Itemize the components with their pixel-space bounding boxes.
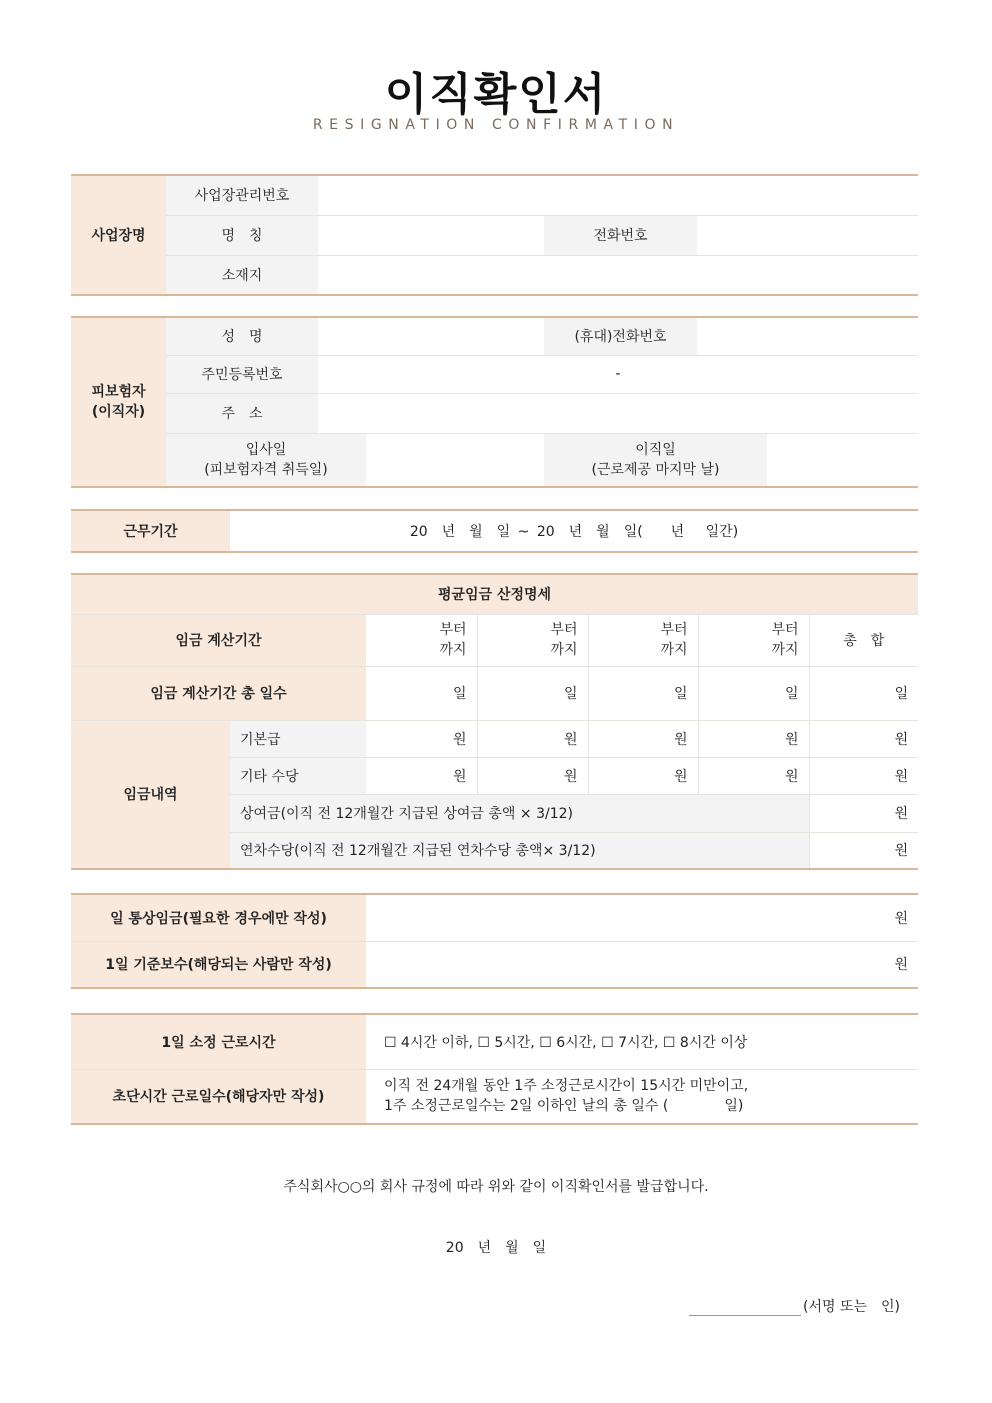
- rrn-label: 주민등록번호: [166, 355, 318, 393]
- hours-table: [71, 1013, 918, 1125]
- days-total-cell[interactable]: 일: [809, 666, 918, 720]
- work-period-field[interactable]: 20 년 월 일 ~ 20 년 월 일( 년 일간): [230, 510, 918, 552]
- other-allowance-cell[interactable]: 원: [588, 757, 698, 794]
- signature-label: (서명 또는 인): [803, 1299, 900, 1315]
- insured-table: [71, 316, 918, 488]
- base-pay-total-cell[interactable]: 원: [809, 720, 918, 757]
- leave-allowance-total-cell[interactable]: 원: [809, 832, 918, 869]
- issue-date: 20 년 월 일: [445, 1240, 547, 1256]
- avg-wage-table: [71, 573, 918, 870]
- period-total-label: 총 합: [809, 614, 918, 666]
- insured-address-field[interactable]: [318, 393, 918, 433]
- days-cell[interactable]: 일: [698, 666, 809, 720]
- rrn-field[interactable]: -: [318, 355, 918, 393]
- days-cell[interactable]: 일: [366, 666, 477, 720]
- bonus-total-cell[interactable]: 원: [809, 794, 918, 832]
- other-allowance-cell[interactable]: 원: [698, 757, 809, 794]
- work-period-table: [71, 509, 918, 553]
- daily-wage-table: [71, 893, 918, 989]
- base-pay-cell[interactable]: 원: [698, 720, 809, 757]
- other-allowance-cell[interactable]: 원: [477, 757, 588, 794]
- wage-details-label: 임금내역: [71, 720, 230, 869]
- workplace-name-field[interactable]: [318, 215, 544, 255]
- short-time-field[interactable]: 이직 전 24개월 동안 1주 소정근로시간이 15시간 미만이고, 1주 소정근로일수는 2일 이하인 날의 총 일수 ( 일): [366, 1069, 918, 1124]
- short-time-label: 초단시간 근로일수(해당자만 작성): [71, 1069, 366, 1124]
- base-pay-cell[interactable]: 원: [477, 720, 588, 757]
- period-cell[interactable]: 부터 까지: [588, 614, 698, 666]
- leave-date-field[interactable]: [767, 433, 918, 487]
- signature-line[interactable]: [689, 1299, 801, 1316]
- workplace-address-label: 소재지: [166, 255, 318, 295]
- hours-label: 1일 소정 근로시간: [71, 1014, 366, 1069]
- workplace-table: [71, 174, 918, 296]
- base-pay-label: 기본급: [230, 720, 366, 757]
- base-daily-pay-label: 1일 기준보수(해당되는 사람만 작성): [71, 941, 366, 988]
- insured-mobile-label: (휴대)전화번호: [544, 317, 697, 355]
- insured-mobile-field[interactable]: [697, 317, 918, 355]
- issue-statement: 주식회사○○의 회사 규정에 따라 위와 같이 이직확인서를 발급합니다.: [283, 1179, 709, 1195]
- ordinary-wage-label: 일 통상임금(필요한 경우에만 작성): [71, 894, 366, 941]
- wage-period-label: 임금 계산기간: [71, 614, 366, 666]
- leave-allowance-label: 연차수당(이직 전 12개월간 지급된 연차수당 총액× 3/12): [230, 832, 809, 869]
- base-pay-cell[interactable]: 원: [588, 720, 698, 757]
- document-title: 이직확인서: [384, 69, 608, 120]
- period-cell[interactable]: 부터 까지: [698, 614, 809, 666]
- insured-name-field[interactable]: [318, 317, 544, 355]
- workplace-phone-field[interactable]: [697, 215, 918, 255]
- workplace-section-label: 사업장명: [71, 175, 166, 295]
- days-cell[interactable]: 일: [477, 666, 588, 720]
- hours-options[interactable]: ☐ 4시간 이하, ☐ 5시간, ☐ 6시간, ☐ 7시간, ☐ 8시간 이상: [366, 1014, 918, 1069]
- days-cell[interactable]: 일: [588, 666, 698, 720]
- period-cell[interactable]: 부터 까지: [477, 614, 588, 666]
- hire-date-field[interactable]: [366, 433, 544, 487]
- ordinary-wage-field[interactable]: 원: [366, 894, 918, 941]
- avg-wage-title: 평균임금 산정명세: [71, 574, 918, 614]
- total-days-label: 임금 계산기간 총 일수: [71, 666, 366, 720]
- signature-area[interactable]: [689, 1296, 900, 1316]
- hire-date-label: 입사일 (피보험자격 취득일): [166, 433, 366, 487]
- period-cell[interactable]: 부터 까지: [366, 614, 477, 666]
- base-pay-cell[interactable]: 원: [366, 720, 477, 757]
- insured-name-label: 성 명: [166, 317, 318, 355]
- workplace-name-label: 명 칭: [166, 215, 318, 255]
- document-subtitle: RESIGNATION CONFIRMATION: [312, 117, 680, 133]
- mgmt-no-field[interactable]: [318, 175, 918, 215]
- leave-date-label: 이직일 (근로제공 마지막 날): [544, 433, 767, 487]
- work-period-label: 근무기간: [71, 510, 230, 552]
- other-allowance-label: 기타 수당: [230, 757, 366, 794]
- base-daily-pay-field[interactable]: 원: [366, 941, 918, 988]
- other-allowance-total-cell[interactable]: 원: [809, 757, 918, 794]
- insured-address-label: 주 소: [166, 393, 318, 433]
- insured-section-label: 피보험자 (이직자): [71, 317, 166, 487]
- bonus-label: 상여금(이직 전 12개월간 지급된 상여금 총액 × 3/12): [230, 794, 809, 832]
- workplace-phone-label: 전화번호: [544, 215, 697, 255]
- other-allowance-cell[interactable]: 원: [366, 757, 477, 794]
- mgmt-no-label: 사업장관리번호: [166, 175, 318, 215]
- workplace-address-field[interactable]: [318, 255, 918, 295]
